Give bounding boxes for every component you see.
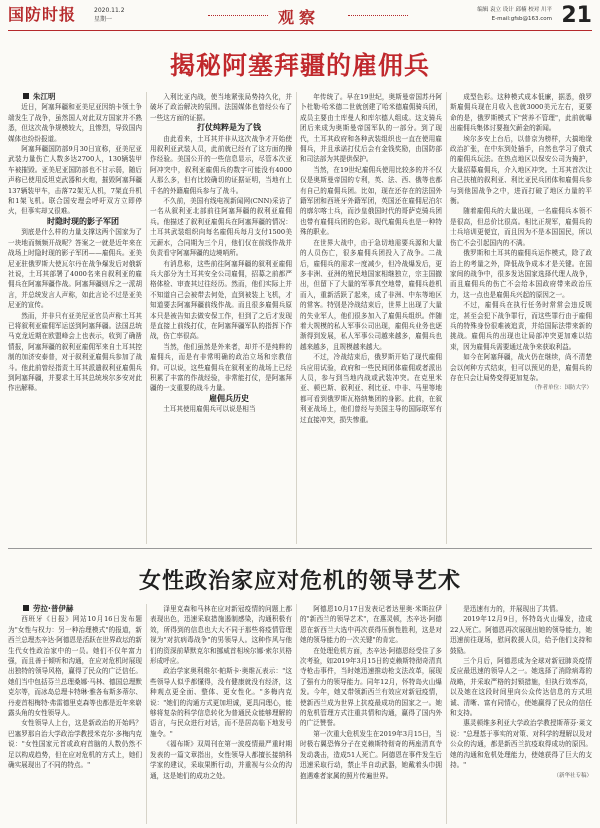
article1-column-1 [8,92,142,544]
article1-author: 朱江明 [8,92,142,102]
paragraph: 女性领导人上台，这是新政治的开始吗？巴塞罗那自治大学政治学教授米克尔·多梅内克说："女性国家元首或政府首脑的人数仍然不足以构成趋势，但在应对危机的方式上，她们确实展现出了不同的特点。" [8,719,142,770]
column-rule [296,92,297,544]
paragraph: 西班牙《日报》网站10月16日发布题为"女性与权力：另一种治理模式"的报道，新西兰总理杰辛达·阿德恩是活跃在世界政坛的新生代女性政治家中的一员。她们不仅年富力强，而且善于倾听和沟通，在应对危机时展现出独特的领导风格，赢得了民众的广泛信任。她们当中包括芬兰总理桑娜·马林、德国总理默克尔等，而冰岛总理卡特琳·雅各布斯多蒂尔、丹麦首相梅特·弗雷德里克森等也都是近年来崭露头角的女性领导人。 [8,615,142,718]
paragraph: 有消息称，这些前往阿塞拜疆的叙利亚雇佣兵大部分为土耳其安全公司雇佣，招募之前都严格体检、审查其过往经历。然而，他们实际上并不知道自己会被带去何处，直到被装上飞机，才知道要去阿塞拜疆前线作战。而且很多雇佣兵原本只是被告知去做安保工作，但到了之后才发现是直接上前线打仗，在阿塞拜疆军队的指挥下作战，伤亡率很高。 [150,259,292,341]
issue-weekday: 星期一 [94,16,113,23]
article1-title: 揭秘阿塞拜疆的雇佣兵 [169,51,430,80]
paragraph: 阿塞拜疆国防部9月30日宣称，亚美尼亚武装力量伤亡人数多达2700人，130辆装甲车被摧毁。亚美尼亚国防部也不甘示弱，随后声称已使用反坦克武器和火炮，摧毁阿塞拜疆137辆装甲车，击落72架无人机，7架直升机和1架飞机。联合国安理会呼吁双方立即停火，但事实却又很难。 [8,145,142,216]
article1-credit: （作者单位：国防大学） [531,385,592,392]
paragraph: 入利比亚内战，使当地紧张局势持久化，并破坏了政治解决的氛围。法国媒体也曾经公布了一些这方面的证据。 [150,93,292,122]
article2-column-3 [300,604,442,824]
author-square-icon [23,93,29,99]
article2-credit: （新华社专稿） [553,772,592,779]
paragraph: 俄罗斯和土耳其的雇佣兵运作模式，除了政治上的考量之外，降低战争成本才是关键。在国家间的战争中，很多发达国家选择代理人战争，而且雇佣兵的伤亡不会给本国政府带来政治压力，这一点也是雇佣兵兴起的原因之一。 [450,249,592,299]
paragraph: 随着雇佣兵的大量出现，一名雇佣兵本领不是很高，但总价比很高。相比正规军，雇佣兵的士兵培训更便宜，而且因为不是本国国民，所以伤亡不会引起国内的不满。 [450,207,592,247]
paragraph: 到底是什么样的力量支撑这两个国家为了一块地而频频开战呢？答案之一就是近年来在战场上时隐时现的影子军团——雇佣兵。亚美尼亚驻俄罗斯大使瓦尔丹在战争爆发后对俄新社说，土耳其部署了4000名来自叙利亚的雇佣兵在阿塞拜疆作战。阿塞拜疆则斥之一派胡言，并总统发言人声称，如此言论不过是亚美尼亚的宣传。 [8,228,142,310]
column-rule [146,604,147,824]
paragraph: 成型色彩。这种模式成本低廉，据悉，俄罗斯雇佣兵现在月收入也就3000美元左右，更要命的是，俄罗斯模式下"营养不管理"，此前就曝出雇佣兵集体讨要拖欠薪金的新闻。 [450,93,592,133]
paragraph: 政治学家奥利维尔·帕斯卡·奥维瓦表示："这些领导人似乎都懂得，没有健康就没有经济，这种观点更全面、整体、更女性化。"多梅内克说："她们的沟通方式更加坦诚，更具同理心，能够将复杂的科学信息转化为普通民众能够理解的语言，与民众进行对话，而不是居高临下地发号施令。" [150,667,292,738]
paragraph: 年传统了。早在19世纪，奥斯曼帝国苏丹阿卜杜勒·哈米德二世就创建了哈米德雇佣骑兵团，成员主要由土库曼人和库尔德人组成。这支骑兵团后来成为奥斯曼帝国军队的一部分。到了现代，土耳其政府和各种武装组织也一直在使用雇佣兵，并且承诺打仗后会有金钱奖励，由国防部和司法部为其提供保护。 [300,93,442,164]
section-divider-left [208,15,268,17]
paragraph: 当然，在19世纪雇佣兵使用比较多的并不仅仅是奥斯曼帝国的专利，英、法、西、俄等也都有自己的雇佣兵团。比如，现在还存在的法国外籍军团和西班牙外籍军团，英国还在雇佣尼泊尔的廓尔喀士兵，而沙皇俄国时代的哥萨克骑兵团也带有雇佣兵团的色彩。现代雇佣兵也是一种特殊的职业。 [300,165,442,237]
paragraph: 如今在阿塞拜疆，战火仍在继续，尚不清楚会以何种方式结束，但可以预见的是，雇佣兵的存在只会让局势变得更加复杂。 [450,353,592,382]
article2-title: 女性政治家应对危机的领导艺术 [138,569,461,594]
column-rule [296,604,297,824]
paragraph: 三个月后，阿德恩成为全球对新冠肺炎疫情反应最迅速的领导人之一。她选择了消除病毒的战略，并采取严格的封锁措施，但执行效率高，以及她在这段时间里向公众传达信息的方式坦诚、清晰、富有同情心，使她赢得了民众的信任和支持。 [450,657,592,718]
article2-column-4 [450,604,592,824]
newspaper-logo: 国防时报 [8,5,77,24]
section-divider-right [348,15,408,17]
article2-author: 劳拉·普伊赫 [8,604,142,614]
article1-subhead-3: 雇佣兵历史 [209,393,249,403]
article-divider [8,548,592,549]
paragraph: 在处理危机方面，杰辛达·阿德恩经受住了多次考验，如2019年3月15日的克赖斯特彻奇清真寺枪击事件，当时她迅速推动枪支法改革，展现了强有力的领导能力。同年12月，怀特岛火山爆发。今年，她又带领新西兰有效应对新冠疫情，使新西兰成为世界上抗疫最成功的国家之一。她的危机管理方式注重共情和沟通，赢得了国内外的广泛赞誉。 [300,646,442,728]
section-name: 观察 [278,8,321,27]
paragraph: 由此看来，土耳其并非从这次战争才开始使用叙利亚武装人员，此前就已经有了这方面的操作经验。美国公开的一些信息显示，尽管本次亚阿冲突中，叙利亚雇佣兵的数字可能没有4000人那么多，但有比较确切的证据证明，当地有上千名的外籍雇佣兵参与了战斗。 [150,134,292,195]
editors-line: 编辑 袁立 设计 邱楠 校对 川平 [477,7,552,13]
paragraph: 惠灵顿维多利亚大学政治学教授斯蒂芬·莱文说："总理基于事实的对策、对科学的理解以及对公众的沟通，都是新西兰抗疫取得成功的原因。她的沟通和危机处理能力，使她获得了巨大的支持。" [450,719,592,770]
page-number: 21 [561,3,592,28]
paragraph: 不过，雇佣兵在执行任务时常常会违反规定，甚至会犯下战争罪行，而这些罪行由于雇佣兵的特殊身份很难被追责，并给国际法带来新的挑战。雇佣兵的出现也让局部冲突更加难以结束，因为雇佣兵需要通过战争来获取利益。 [450,301,592,351]
paragraph: 2019年12月9日，怀特岛火山爆发，造成22人死亡。阿德恩再次展现出她的领导能力，她迅速前往现场，慰问救援人员，给予他们支持和鼓励。 [450,615,592,655]
paragraph: 《福布斯》双周刊在第一波疫情最严重时期发表的一篇文章指出，女性领导人都擅长接纳科学家的建议，采取果断行动，并重视与公众的沟通，这是她们的成功之处。 [150,740,292,780]
article1-column-4 [450,92,592,544]
article1-column-2 [150,92,292,544]
article1-subhead-1: 时隐时现的影子军团 [47,216,119,226]
contact-email: E-mail:gfsb@163.com [491,16,552,22]
paragraph: 第一次重大危机发生在2019年3月15日，当时极右翼恐怖分子在克赖斯特彻奇的两座清真寺发动袭击，造成51人死亡。阿德恩在事件发生后迅速采取行动，禁止半自动武器，她戴着头巾拥抱遇难者家属的照片传遍世界。 [300,729,442,780]
paragraph: 近日，阿塞拜疆和亚美尼亚因纳卡领土争端发生了战争，虽然国人对此双方国家并不熟悉，但这次战争规模较大，且惨烈，导致国内媒体也纷纷报道。 [8,103,142,143]
column-rule [146,92,147,544]
paragraph: 不久前，美国有线电视新闻网(CNN)采访了一名从叙利亚北部前往阿塞拜疆的叙利亚雇佣兵。他描述了叙利亚雇佣兵在阿塞拜疆的情况：土耳其武装组织向每名雇佣兵每月支付1500美元薪水，合同期为三个月，他们仅在前线作战并负责看守阿塞拜疆的边境哨所。 [150,197,292,258]
paragraph: 埃尔多安上台后，以普京为榜样，大搞地缘政治扩张，在中东到处插手，自然也学习了俄式的雇佣兵玩法。在热点地区以保安公司为掩护，大量招募雇佣兵，介入地区冲突。土耳其首次让自己扶植的叙利亚、利比亚民兵团体和雇佣兵参与到他国战争之中，进而打破了地区力量的平衡。 [450,134,592,206]
paragraph: 不过，冷战结束后，俄罗斯开始了现代雇佣兵应用试验，政府和一些民间团体雇佣或者派出人员，参与到当地内战或武装冲突。在克里米亚、顿巴斯、叙利亚、利比亚、中非、马里等地都可看到俄罗斯瓦格纳集团的身影。此前，在叙利亚战场上，他们曾经与美国主导的国际联军有过直接冲突，损失惨重。 [300,353,442,424]
article2-column-1 [8,604,142,824]
author-square-icon [23,605,29,611]
date-block [94,6,125,24]
paragraph: 是迅速有力的，并展现出了共情。 [463,605,563,613]
article1-subhead-2: 打仗纯粹是为了钱 [197,123,261,133]
column-rule [446,92,447,544]
article2-column-2 [150,604,292,824]
paragraph: 然而，并非只有亚美尼亚官员声称土耳其已将叙利亚雇佣军运送到阿塞拜疆。法国总统马克龙近期在欧盟峰会上也表示，收到了确凿情报，阿塞拜疆的叙利亚雇佣军来自土耳其控制的加济安泰普，对于叙利亚雇佣兵参加了战斗。他此前曾经指责土耳其派遣叙利亚雇佣兵到阿塞拜疆，并要求土耳其总统埃尔多安对此作出解释。 [8,311,142,393]
column-rule [446,604,447,824]
article1-column-3 [300,92,442,544]
issue-date: 2020.11.2 [94,7,125,14]
paragraph: 土耳其使用雇佣兵可以说是相当 [163,405,256,414]
paragraph: 在世界大战中，由于急切地需要兵源和大量的人员伤亡，很多雇佣兵团投入了战争。二战后，雇佣兵的需求一度减少，但冷战爆发后，更多非洲、亚洲的殖民地国家相继独立，宗主国撤出，但留下了大量的军事真空地带，雇佣兵趁机而入，重新活跃了起来，成了非洲、中东等地区的常客。特别是冷战结束后，世界上出现了大量的失业军人，他们很多加入了雇佣兵组织。伴随着大规模的私人军事公司出现，雇佣兵业务也逐渐得到发展，私人军事公司越来越多，雇佣兵也越来越多，且规模越来越大。 [300,238,442,351]
paragraph: 阿德恩10月17日发表记者达里奥·米斯拉伊的"新西兰的领导艺术"，在惠灵顿，杰辛达·阿德恩在新西兰大选中再次获得压倒性胜利，这是对她的领导能力的一次关键"的肯定。 [300,605,442,645]
editor-credits [477,6,552,24]
page-header [8,4,592,31]
paragraph: 泽里克森和马林在应对新冠疫情的问题上都表现出色，迅速采取措施遏制感染，沟通积极有效，所得到的信息也大大不同于那些将疫情管理视为"对抗病毒战争"的男领导人。这种作风与他们的资深前辈默克尔和挪威首相埃尔娜·索尔贝格形成呼应。 [150,605,292,666]
paragraph: 当然，他们虽然是外来者，却并不是纯粹的雇佣兵，而是有非常明确的政治立场和宗教信仰。可以说，这些雇佣兵在叙利亚的战场上已经积累了丰富的作战经验，非常能打仗，是阿塞拜疆的一支重要的战斗力量。 [150,342,292,393]
